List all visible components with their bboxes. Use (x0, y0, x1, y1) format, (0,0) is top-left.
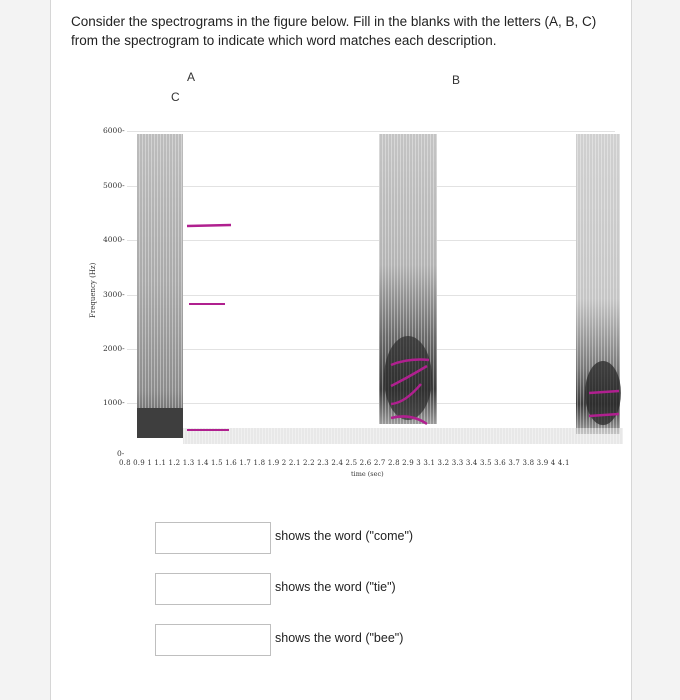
y-tick-5000: 5000- (103, 181, 125, 190)
label-c: C (171, 90, 180, 104)
answer-description-come: shows the word ("come") (275, 529, 414, 543)
x-axis-label: time (sec) (351, 470, 384, 478)
question-card (50, 0, 632, 700)
y-tick-2000: 2000- (103, 344, 125, 353)
answer-input-tie[interactable] (155, 573, 271, 605)
question-text: Consider the spectrograms in the figure below. Fill in the blanks with the letters (A, B, C) from the spectrogram to indicate which word matches each description. (71, 14, 597, 48)
label-b: B (452, 73, 461, 87)
y-tick-3000: 3000- (103, 290, 125, 299)
x-tick-labels: 0.8 0.9 1 1.1 1.2 1.3 1.4 1.5 1.6 1.7 1.8 1.9 2 2.1 2.2 2.3 2.4 2.5 2.6 2.7 2.8 2.9 3 3.1 3.2 3.3 3.4 3.5 3.6 3.7 3.8 3.9 4 4.1 (119, 459, 570, 467)
y-tick-0: 0- (117, 449, 125, 458)
answer-description-tie: shows the word ("tie") (275, 580, 396, 594)
y-tick-4000: 4000- (103, 235, 125, 244)
label-a: A (187, 70, 196, 84)
y-tick-1000: 1000- (103, 398, 125, 407)
y-tick-6000: 6000- (103, 126, 125, 135)
answer-input-come[interactable] (155, 522, 271, 554)
answer-input-bee[interactable] (155, 624, 271, 656)
y-axis-label: Frequency (Hz) (89, 262, 97, 318)
answer-description-bee: shows the word ("bee") (275, 631, 404, 645)
spectrogram-image (133, 128, 623, 458)
